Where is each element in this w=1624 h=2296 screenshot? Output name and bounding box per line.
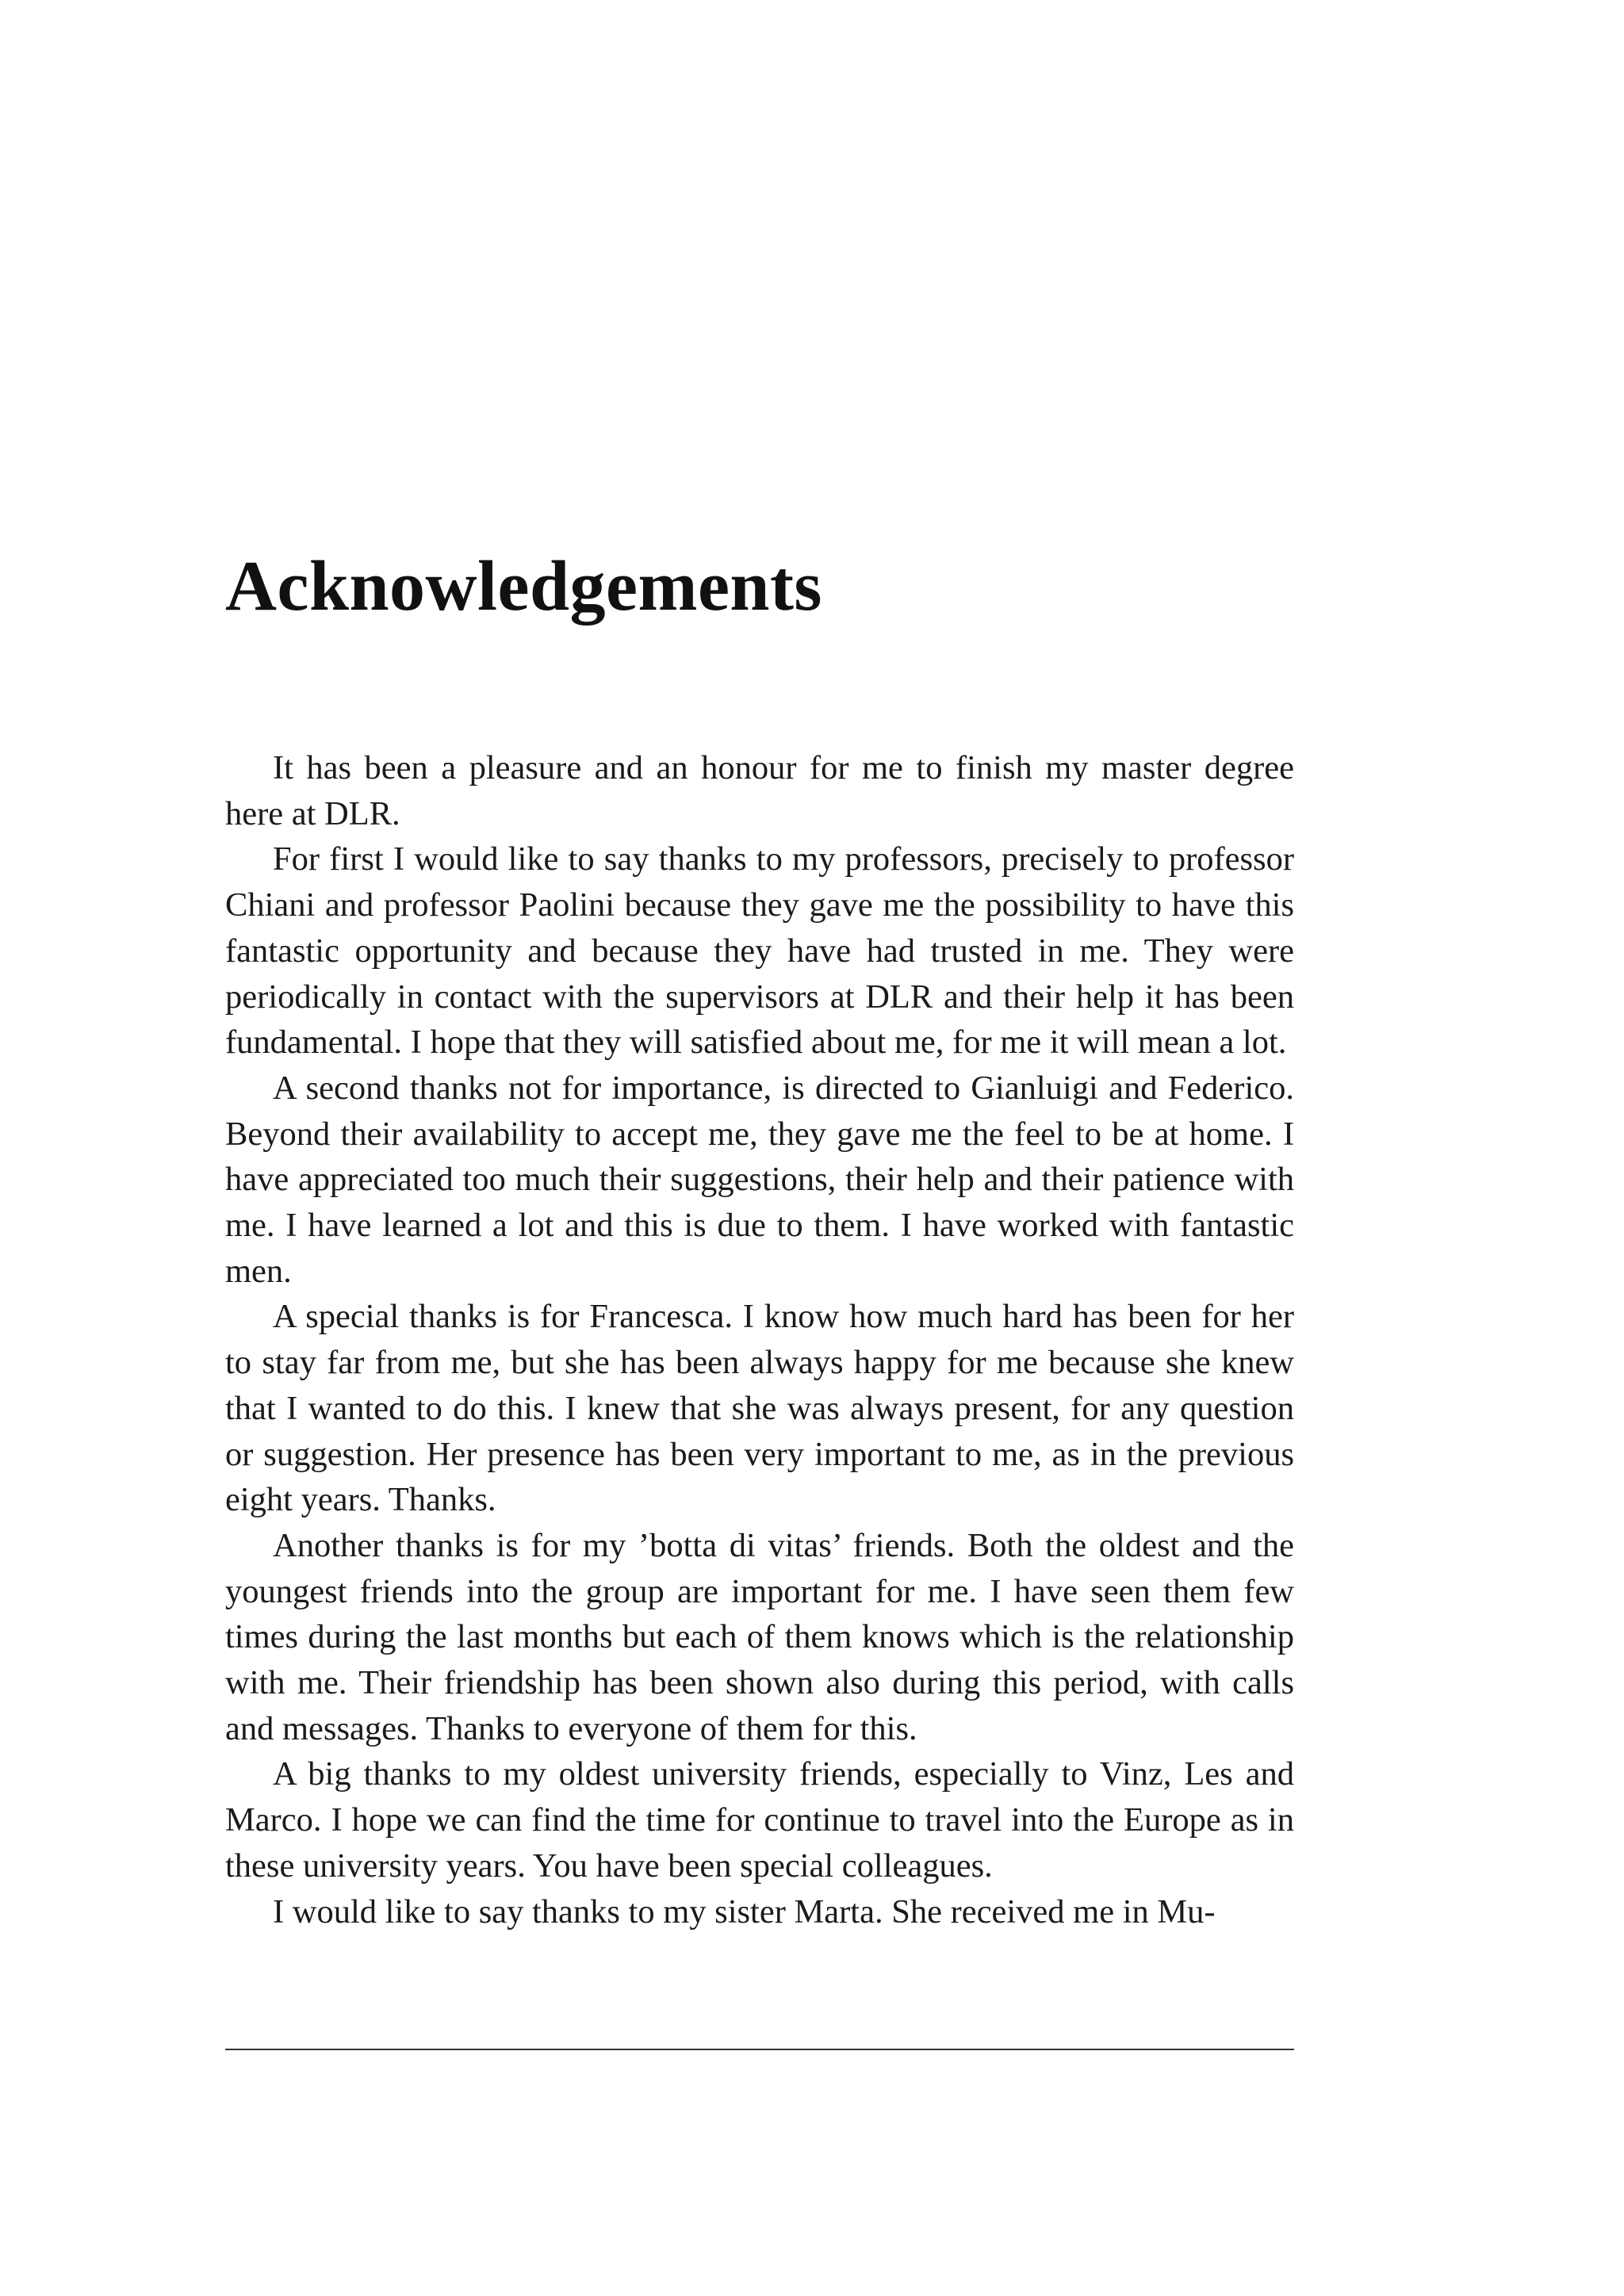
- paragraph: For first I would like to say thanks to my professors, precisely to professor Chiani and professor Paolini because they gave me the possibility to have this fantastic opportunity and because they have had trusted in me. They were periodically in contact with the supervisors at DLR and their help it has been fundamental. I hope that they will satisfied about me, for me it will mean a lot.: [225, 840, 1294, 1062]
- paragraph: A second thanks not for importance, is directed to Gianluigi and Federico. Beyond their availability to accept me, they gave me the feel to be at home. I have appreciated too much their suggestions, their help and their patience with me. I have learned a lot and this is due to them. I have worked with fantastic men.: [225, 1069, 1294, 1290]
- acknowledgements-body: [225, 745, 1294, 1934]
- paragraph: Another thanks is for my ’botta di vitas’ friends. Both the oldest and the youngest friends into the group are important for me. I have seen them few times during the last months but each of them knows which is the relationship with me. Their friendship has been shown also during this period, with calls and messages. Thanks to everyone of them for this.: [225, 1526, 1294, 1747]
- paragraph: A big thanks to my oldest university friends, especially to Vinz, Les and Marco. I hope we can find the time for continue to travel into the Europe as in these university years. You have been special colleagues.: [225, 1755, 1294, 1885]
- page-title: Acknowledgements: [225, 547, 822, 626]
- paragraph: It has been a pleasure and an honour for me to finish my master degree here at DLR.: [225, 749, 1294, 832]
- paragraph: I would like to say thanks to my sister Marta. She received me in Mu-: [273, 1892, 1216, 1931]
- paragraph: A special thanks is for Francesca. I know how much hard has been for her to stay far from me, but she has been always happy for me because she knew that I wanted to do this. I knew that she was always present, for any question or suggestion. Her presence has been very important to me, as in the previous eight years. Thanks.: [225, 1298, 1294, 1519]
- footnote-rule: [225, 2049, 1294, 2050]
